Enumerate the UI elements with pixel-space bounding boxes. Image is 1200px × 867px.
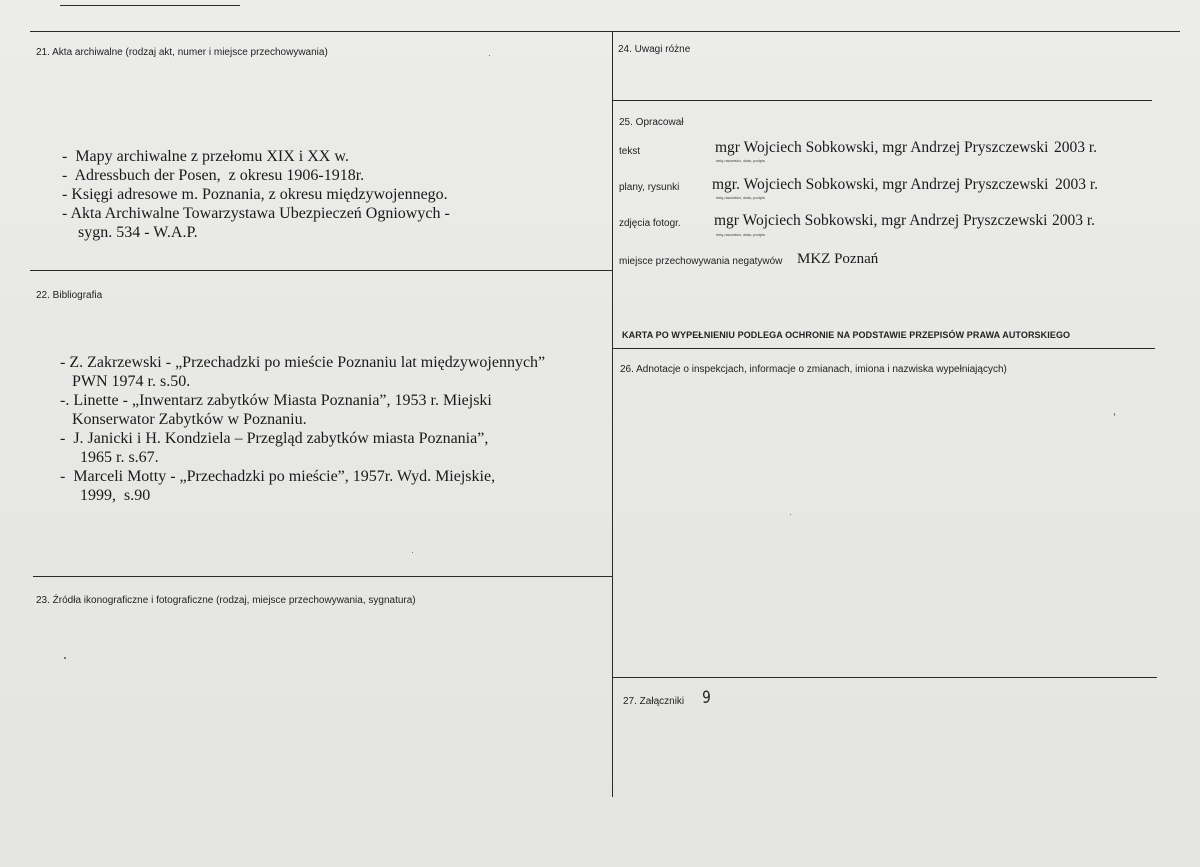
list-item: - Akta Archiwalne Towarzystawa Ubezpieczeń Ogniowych -	[62, 205, 450, 222]
list-item: - Mapy archiwalne z przełomu XIX i XX w.	[62, 148, 349, 165]
list-item: - Marceli Motty - „Przechadzki po mieście”, 1957r. Wyd. Miejskie,	[60, 468, 496, 485]
section-21-title: 21. Akta archiwalne (rodzaj akt, numer i miejsce przechowywania)	[36, 47, 328, 58]
section-25-title: 25. Opracował	[619, 117, 684, 128]
center-divider	[612, 32, 613, 797]
list-item: sygn. 534 - W.A.P.	[62, 224, 198, 241]
list-item: - Z. Zakrzewski - „Przechadzki po mieście Poznaniu lat międzywojennych”	[60, 354, 546, 371]
list-item: - J. Janicki i H. Kondziela – Przegląd zabytków miasta Poznania”,	[60, 430, 489, 447]
row-label-zdjecia: zdjęcia fotogr.	[619, 218, 681, 229]
row-year-tekst: 2003 r.	[1054, 139, 1098, 156]
row-label-tekst: tekst	[619, 146, 641, 157]
row-value-tekst: mgr Wojciech Sobkowski, mgr Andrzej Pryszczewski	[715, 139, 1049, 156]
row-year-zdjecia: 2003 r.	[1052, 212, 1096, 229]
list-item: - Adressbuch der Posen, z okresu 1906-1918r.	[62, 167, 365, 184]
attachments-count: 9	[702, 688, 711, 708]
top-edge-stroke	[60, 5, 240, 6]
section-27-title: 27. Załączniki	[623, 696, 685, 707]
rule-21-22	[30, 270, 612, 271]
section-21-list	[62, 147, 450, 242]
top-rule	[30, 31, 1180, 32]
section-23-title: 23. Źródła ikonograficzne i fotograficzne (rodzaj, miejsce przechowywania, sygnatura)	[36, 595, 416, 606]
negatives-value: MKZ Poznań	[797, 251, 879, 267]
row-value-plany: mgr. Wojciech Sobkowski, mgr Andrzej Pryszczewski	[712, 176, 1049, 193]
list-item: Konserwator Zabytków w Poznaniu.	[60, 411, 307, 428]
rule-24-25	[612, 100, 1152, 101]
scan-speck	[412, 552, 413, 553]
copyright-note: KARTA PO WYPEŁNIENIU PODLEGA OCHRONIE NA PODSTAWIE PRZEPISÓW PRAWA AUTORSKIEGO	[622, 330, 1071, 340]
scan-speck	[489, 55, 490, 56]
scan-speck	[64, 657, 66, 659]
row-label-plany: plany, rysunki	[619, 182, 680, 193]
section-24-title: 24. Uwagi różne	[618, 44, 691, 55]
scan-speck	[790, 514, 791, 515]
list-item: PWN 1974 r. s.50.	[60, 373, 191, 390]
list-item: 1999, s.90	[60, 487, 151, 504]
rule-22-23	[33, 576, 613, 577]
section-22-title: 22. Bibliografia	[36, 290, 103, 301]
section-22-list	[60, 353, 545, 505]
row-caption-tekst: imię,nazwisko, data, podpis	[716, 158, 765, 163]
rule-25-26	[612, 348, 1155, 349]
list-item: 1965 r. s.67.	[60, 449, 159, 466]
row-caption-plany: imię,nazwisko, data, podpis	[716, 195, 765, 200]
rule-26-27	[612, 677, 1157, 678]
negatives-label: miejsce przechowywania negatywów	[619, 256, 783, 267]
row-caption-zdjecia: imię,nazwisko, data, podpis	[716, 232, 765, 237]
section-26-title: 26. Adnotacje o inspekcjach, informacje o zmianach, imiona i nazwiska wypełniających)	[620, 364, 1007, 375]
list-item: - Księgi adresowe m. Poznania, z okresu międzywojennego.	[62, 186, 448, 203]
list-item: -. Linette - „Inwentarz zabytków Miasta Poznania”, 1953 r. Miejski	[60, 392, 492, 409]
row-year-plany: 2003 r.	[1055, 176, 1099, 193]
row-value-zdjecia: mgr Wojciech Sobkowski, mgr Andrzej Pryszczewski	[714, 212, 1048, 229]
scan-speck	[1114, 413, 1115, 416]
